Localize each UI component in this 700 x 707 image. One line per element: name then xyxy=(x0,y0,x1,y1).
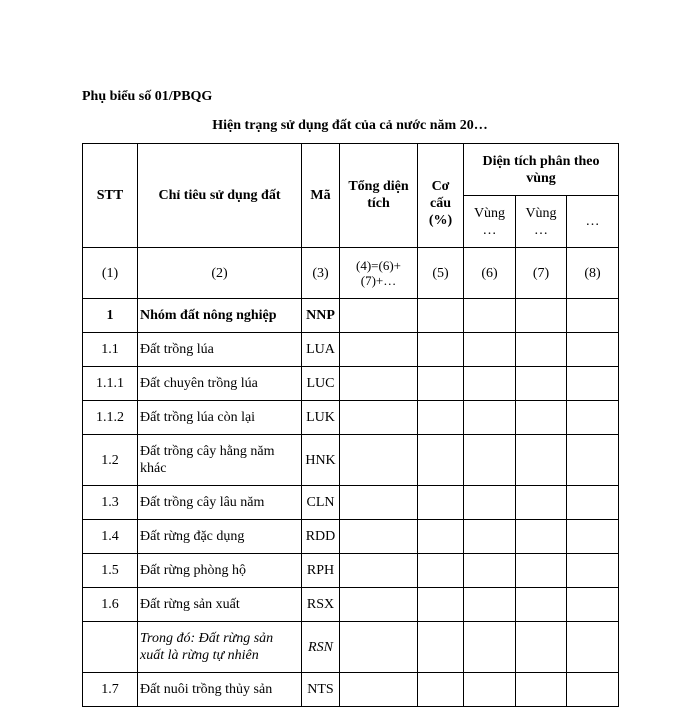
header-region-2: Vùng … xyxy=(516,196,567,248)
row-cell xyxy=(567,554,619,588)
row-cell xyxy=(340,673,418,707)
header-region-more: … xyxy=(567,196,619,248)
row-cell xyxy=(340,333,418,367)
row-cell xyxy=(567,520,619,554)
row-cell xyxy=(567,622,619,673)
table-row xyxy=(83,673,619,707)
column-number: (5) xyxy=(418,248,464,299)
row-cell xyxy=(464,673,516,707)
table-row xyxy=(83,333,619,367)
header-total-area: Tổng diện tích xyxy=(340,144,418,248)
row-cell xyxy=(516,486,567,520)
row-cell xyxy=(464,486,516,520)
column-number-row xyxy=(83,248,619,299)
row-code: RSX xyxy=(302,588,340,622)
row-indicator: Đất trồng cây hằng năm khác xyxy=(138,435,302,486)
row-cell xyxy=(464,622,516,673)
header-region-1: Vùng … xyxy=(464,196,516,248)
row-stt: 1.2 xyxy=(83,435,138,486)
row-stt: 1.4 xyxy=(83,520,138,554)
row-cell xyxy=(464,367,516,401)
row-cell xyxy=(516,401,567,435)
row-stt: 1.6 xyxy=(83,588,138,622)
row-indicator: Nhóm đất nông nghiệp xyxy=(138,299,302,333)
row-cell xyxy=(340,520,418,554)
row-cell xyxy=(464,520,516,554)
row-cell xyxy=(418,333,464,367)
row-code: NNP xyxy=(302,299,340,333)
row-cell xyxy=(516,520,567,554)
row-cell xyxy=(567,486,619,520)
row-cell xyxy=(516,367,567,401)
row-cell xyxy=(340,554,418,588)
row-cell xyxy=(340,622,418,673)
row-cell xyxy=(418,299,464,333)
row-cell xyxy=(418,435,464,486)
row-stt: 1.1 xyxy=(83,333,138,367)
row-code: RPH xyxy=(302,554,340,588)
row-stt: 1.3 xyxy=(83,486,138,520)
row-code: LUK xyxy=(302,401,340,435)
column-number: (1) xyxy=(83,248,138,299)
row-indicator: Trong đó: Đất rừng sản xuất là rừng tự nhiên xyxy=(138,622,302,673)
row-cell xyxy=(567,299,619,333)
table-row xyxy=(83,520,619,554)
row-cell xyxy=(340,401,418,435)
row-cell xyxy=(340,435,418,486)
row-cell xyxy=(418,401,464,435)
column-number: (3) xyxy=(302,248,340,299)
row-indicator: Đất rừng đặc dụng xyxy=(138,520,302,554)
row-cell xyxy=(516,333,567,367)
column-number: (7) xyxy=(516,248,567,299)
header-code: Mã xyxy=(302,144,340,248)
table-row xyxy=(83,367,619,401)
column-number-formula: (4)=(6)+(7)+… xyxy=(340,248,418,299)
row-stt: 1.5 xyxy=(83,554,138,588)
row-cell xyxy=(516,435,567,486)
row-cell xyxy=(516,299,567,333)
row-cell xyxy=(567,435,619,486)
row-code: LUA xyxy=(302,333,340,367)
table-row xyxy=(83,622,619,673)
table-row xyxy=(83,299,619,333)
row-indicator: Đất trồng cây lâu năm xyxy=(138,486,302,520)
row-cell xyxy=(340,299,418,333)
row-stt: 1.1.1 xyxy=(83,367,138,401)
row-code: NTS xyxy=(302,673,340,707)
table-row xyxy=(83,588,619,622)
row-indicator: Đất rừng sản xuất xyxy=(138,588,302,622)
row-stt: 1.7 xyxy=(83,673,138,707)
row-cell xyxy=(418,588,464,622)
row-stt xyxy=(83,622,138,673)
row-cell xyxy=(516,673,567,707)
header-indicator: Chỉ tiêu sử dụng đất xyxy=(138,144,302,248)
row-code: RSN xyxy=(302,622,340,673)
column-number: (8) xyxy=(567,248,619,299)
column-number: (2) xyxy=(138,248,302,299)
row-code: RDD xyxy=(302,520,340,554)
land-use-table xyxy=(82,143,619,707)
column-number: (6) xyxy=(464,248,516,299)
row-cell xyxy=(567,333,619,367)
row-cell xyxy=(464,588,516,622)
row-cell xyxy=(464,299,516,333)
row-cell xyxy=(340,486,418,520)
row-cell xyxy=(516,554,567,588)
header-area-by-region: Diện tích phân theo vùng xyxy=(464,144,619,196)
row-cell xyxy=(418,622,464,673)
row-cell xyxy=(418,486,464,520)
appendix-label: Phụ biểu số 01/PBQG xyxy=(82,89,213,104)
row-cell xyxy=(516,622,567,673)
header-stt: STT xyxy=(83,144,138,248)
row-cell xyxy=(567,588,619,622)
row-cell xyxy=(418,367,464,401)
row-cell xyxy=(340,367,418,401)
row-code: CLN xyxy=(302,486,340,520)
row-cell xyxy=(567,367,619,401)
row-cell xyxy=(418,554,464,588)
table-row xyxy=(83,554,619,588)
row-cell xyxy=(340,588,418,622)
row-cell xyxy=(567,673,619,707)
row-code: LUC xyxy=(302,367,340,401)
document-title: Hiện trạng sử dụng đất của cả nước năm 20… xyxy=(212,118,488,133)
row-cell xyxy=(418,673,464,707)
row-cell xyxy=(464,435,516,486)
table-row xyxy=(83,401,619,435)
row-cell xyxy=(418,520,464,554)
row-stt: 1 xyxy=(83,299,138,333)
header-structure: Cơ cấu (%) xyxy=(418,144,464,248)
header-row-1 xyxy=(83,144,619,196)
row-cell xyxy=(464,333,516,367)
row-indicator: Đất trồng lúa còn lại xyxy=(138,401,302,435)
row-cell xyxy=(567,401,619,435)
row-stt: 1.1.2 xyxy=(83,401,138,435)
row-cell xyxy=(464,401,516,435)
row-indicator: Đất chuyên trồng lúa xyxy=(138,367,302,401)
row-indicator: Đất trồng lúa xyxy=(138,333,302,367)
table-row xyxy=(83,435,619,486)
row-indicator: Đất rừng phòng hộ xyxy=(138,554,302,588)
row-code: HNK xyxy=(302,435,340,486)
row-cell xyxy=(464,554,516,588)
row-cell xyxy=(516,588,567,622)
table-row xyxy=(83,486,619,520)
row-indicator: Đất nuôi trồng thủy sản xyxy=(138,673,302,707)
